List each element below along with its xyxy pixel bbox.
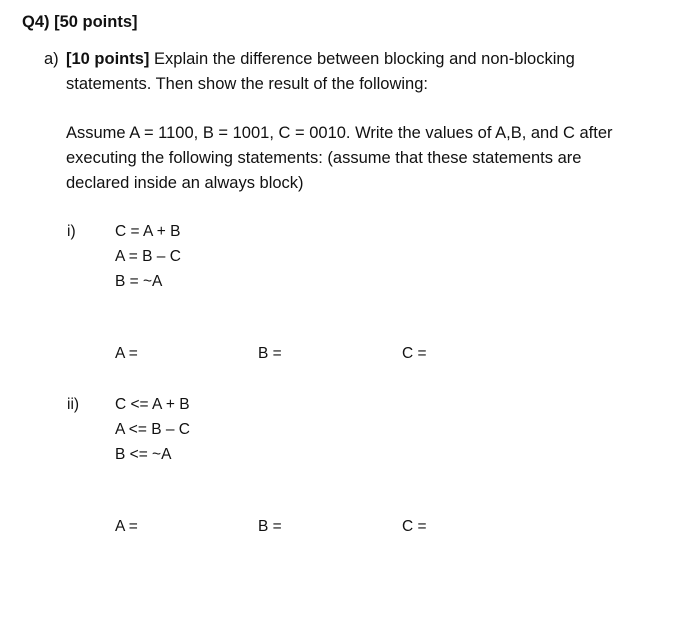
blocking-statement-2: A = B – C (115, 248, 181, 265)
nonblocking-label: ii) (67, 396, 80, 413)
part-a-prompt-text: Explain the difference between blocking and non-blocking (149, 50, 575, 68)
nonblocking-statement-2: A <= B – C (115, 421, 190, 438)
question-title: Q4) [50 points] (22, 13, 138, 31)
part-a-prompt-line-2: statements. Then show the result of the following: (66, 75, 428, 93)
blocking-answer-b: B = (258, 345, 282, 362)
blocking-label: i) (67, 223, 76, 240)
assume-line-1: Assume A = 1100, B = 1001, C = 0010. Write the values of A,B, and C after (66, 124, 613, 142)
blocking-statement-1: C = A + B (115, 223, 181, 240)
part-a-prompt-line-1 (66, 51, 575, 68)
nonblocking-statement-1: C <= A + B (115, 396, 190, 413)
part-a-label: a) (44, 50, 59, 68)
blocking-statement-3: B = ~A (115, 273, 163, 290)
nonblocking-answer-b: B = (258, 518, 282, 535)
nonblocking-statement-3: B <= ~A (115, 446, 172, 463)
nonblocking-answer-c: C = (402, 518, 427, 535)
part-a-points: [10 points] (66, 50, 150, 68)
assume-line-3: declared inside an always block) (66, 174, 304, 192)
nonblocking-answer-a: A = (115, 518, 138, 535)
assume-line-2: executing the following statements: (assume that these statements are (66, 149, 582, 167)
blocking-answer-c: C = (402, 345, 427, 362)
blocking-answer-a: A = (115, 345, 138, 362)
